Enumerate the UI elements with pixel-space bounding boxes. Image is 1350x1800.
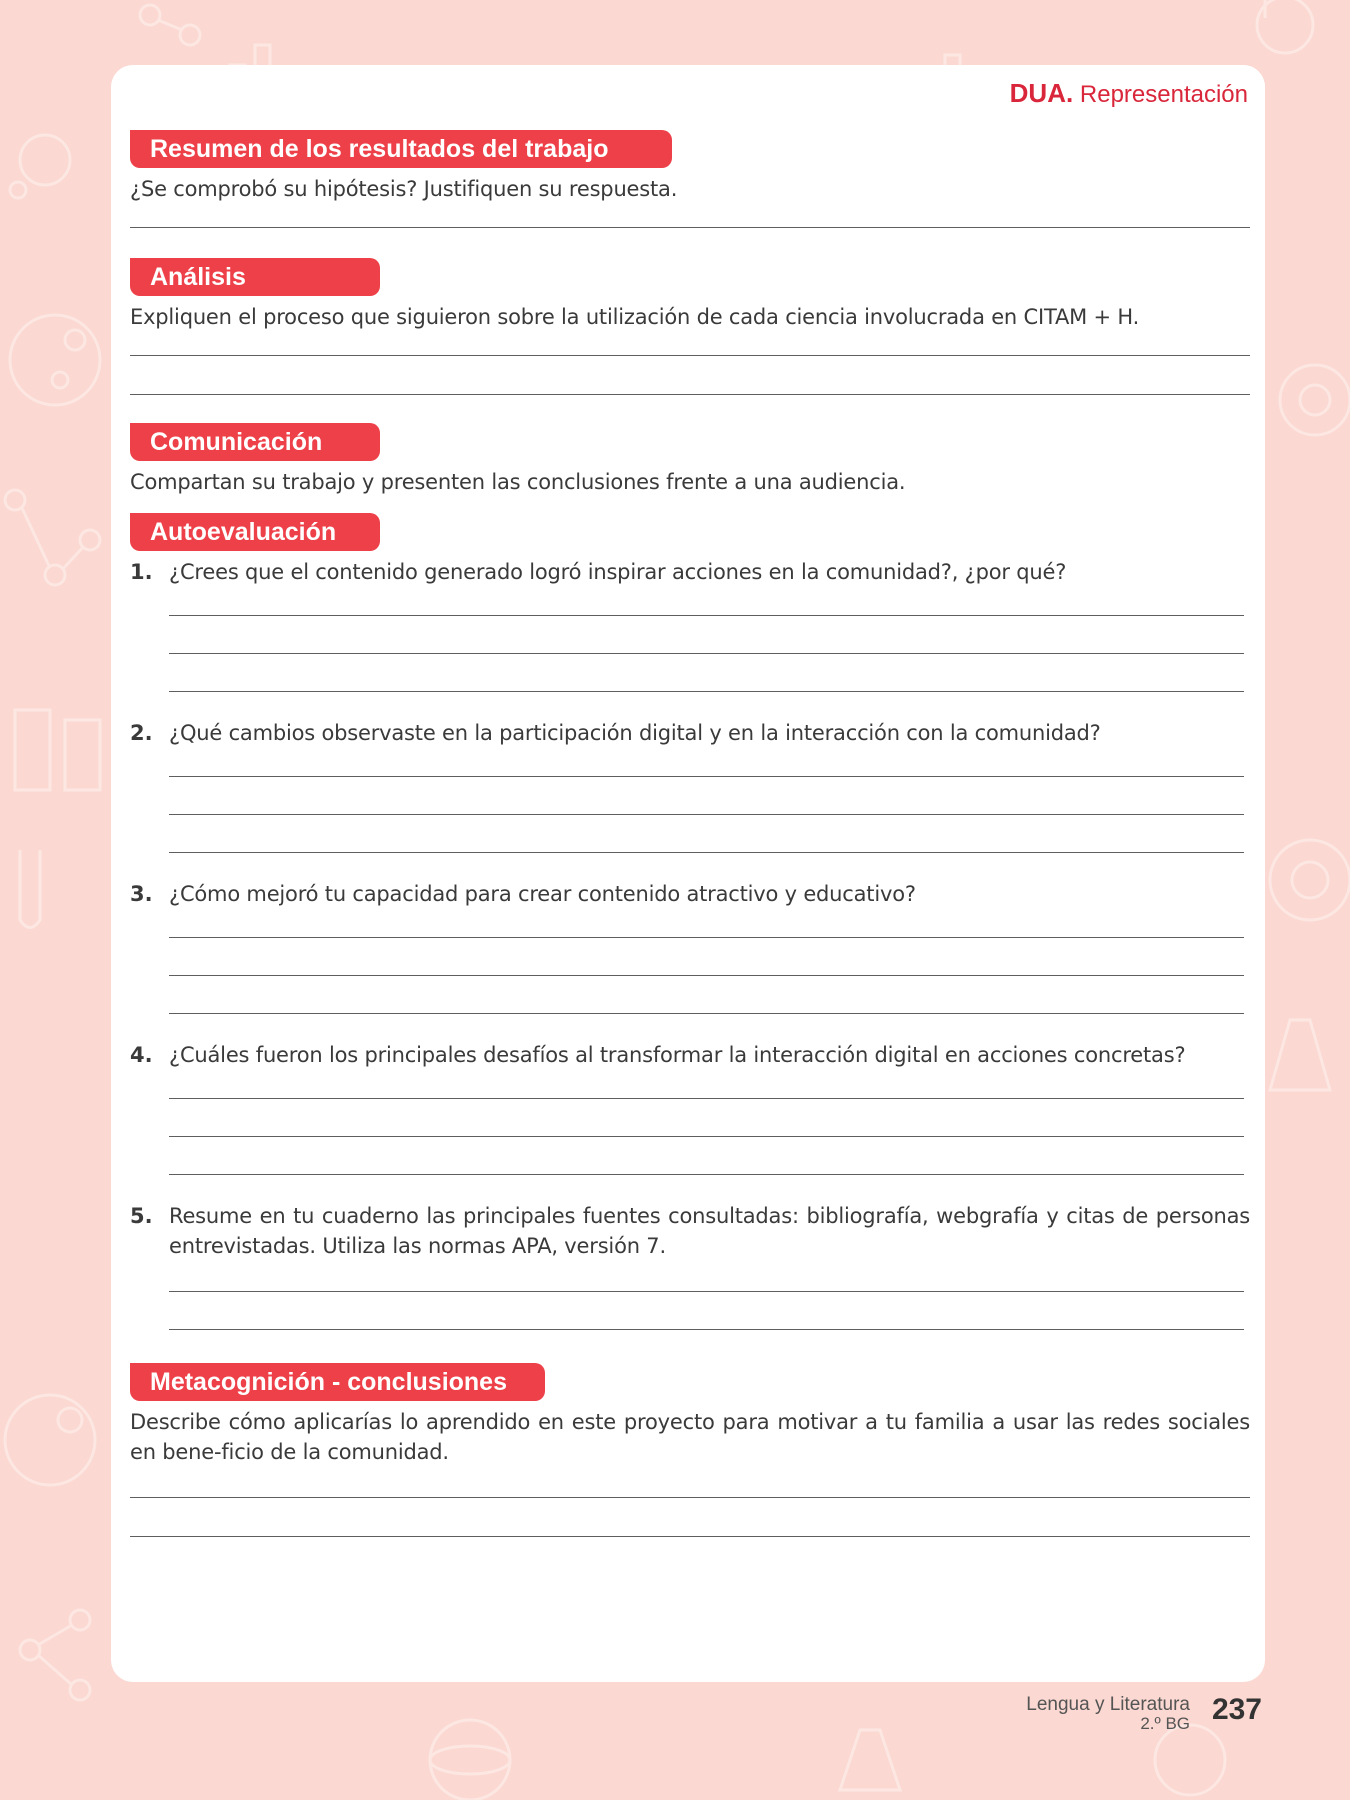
answer-line[interactable] <box>169 1174 1244 1175</box>
answer-line[interactable] <box>169 814 1244 815</box>
question-text: ¿Cuáles fueron los principales desafíos al transformar la interacción digital en acciones concretas? <box>169 1043 1186 1067</box>
question-text: ¿Qué cambios observaste en la participación digital y en la interacción con la comunidad? <box>169 721 1101 745</box>
dua-bold: DUA. <box>1009 78 1074 108</box>
gear-icon-2 <box>1270 840 1350 920</box>
prompt-resumen: ¿Se comprobó su hipótesis? Justifiquen su respuesta. <box>130 177 678 201</box>
question-text: ¿Crees que el contenido generado logró inspirar acciones en la comunidad?, ¿por qué? <box>169 560 1067 584</box>
flask-icon-2 <box>1270 1020 1330 1090</box>
answer-line[interactable] <box>169 1136 1244 1137</box>
prompt-metacognicion: Describe cómo aplicarías lo aprendido en este proyecto para motivar a tu familia a usar las redes sociales en bene-ficio de la comunidad. <box>130 1410 1250 1464</box>
section-title-resumen: Resumen de los resultados del trabajo <box>130 130 672 168</box>
dua-label <box>1010 78 1248 109</box>
beaker-icon <box>1257 0 1313 53</box>
petri-dish-icon <box>10 315 100 405</box>
petri-dish-icon-2 <box>5 1395 95 1485</box>
page-number: 237 <box>1211 1693 1262 1726</box>
beaker-icon-2 <box>1155 1725 1225 1795</box>
section-title-comunicacion: Comunicación <box>130 423 380 461</box>
question-4 <box>130 1040 1250 1070</box>
page-footer <box>1026 1693 1262 1733</box>
test-tube-icon <box>20 850 40 928</box>
section-title-autoevaluacion: Autoevaluación <box>130 513 380 551</box>
question-number: 4. <box>130 1043 153 1067</box>
answer-line[interactable] <box>130 1497 1250 1498</box>
molecule-icon <box>140 5 200 45</box>
molecule-icon-2 <box>5 490 100 585</box>
answer-line[interactable] <box>169 615 1244 616</box>
question-5 <box>130 1201 1250 1261</box>
answer-line[interactable] <box>169 852 1244 853</box>
question-number: 3. <box>130 882 153 906</box>
molecule-icon-3 <box>20 1610 90 1700</box>
answer-line[interactable] <box>169 1291 1244 1292</box>
prompt-analisis: Expliquen el proceso que siguieron sobre la utilización de cada ciencia involucrada en CITAM + H. <box>130 305 1140 329</box>
question-text: Resume en tu cuaderno las principales fuentes consultadas: bibliografía, webgrafía y citas de personas entrevistadas. Utiliza las normas APA, versión 7. <box>169 1204 1250 1258</box>
question-2 <box>130 718 1250 748</box>
answer-line[interactable] <box>169 975 1244 976</box>
question-3 <box>130 879 1250 909</box>
answer-line[interactable] <box>169 776 1244 777</box>
answer-line[interactable] <box>130 355 1250 356</box>
answer-line[interactable] <box>169 1098 1244 1099</box>
atom-icon <box>10 135 70 198</box>
answer-line[interactable] <box>169 653 1244 654</box>
worksheet-content <box>130 130 1250 1537</box>
prompt-comunicacion: Compartan su trabajo y presenten las conclusiones frente a una audiencia. <box>130 470 906 494</box>
question-number: 5. <box>130 1204 153 1228</box>
section-title-metacognicion: Metacognición - conclusiones <box>130 1363 545 1401</box>
flask-icon-3 <box>840 1730 900 1790</box>
section-title-analisis: Análisis <box>130 258 380 296</box>
question-text: ¿Cómo mejoró tu capacidad para crear contenido atractivo y educativo? <box>169 882 916 906</box>
answer-line[interactable] <box>130 1536 1250 1537</box>
question-number: 2. <box>130 721 153 745</box>
dua-rest: Representación <box>1079 81 1248 108</box>
footer-grade: 2.º BG <box>1140 1714 1190 1733</box>
answer-line[interactable] <box>169 1013 1244 1014</box>
question-1 <box>130 557 1250 587</box>
flask-icon <box>15 710 100 790</box>
question-number: 1. <box>130 560 153 584</box>
atom-icon-2 <box>430 1720 510 1800</box>
gear-icon <box>1280 365 1350 435</box>
answer-line[interactable] <box>169 937 1244 938</box>
answer-line[interactable] <box>169 691 1244 692</box>
footer-subject: Lengua y Literatura <box>1026 1694 1190 1715</box>
